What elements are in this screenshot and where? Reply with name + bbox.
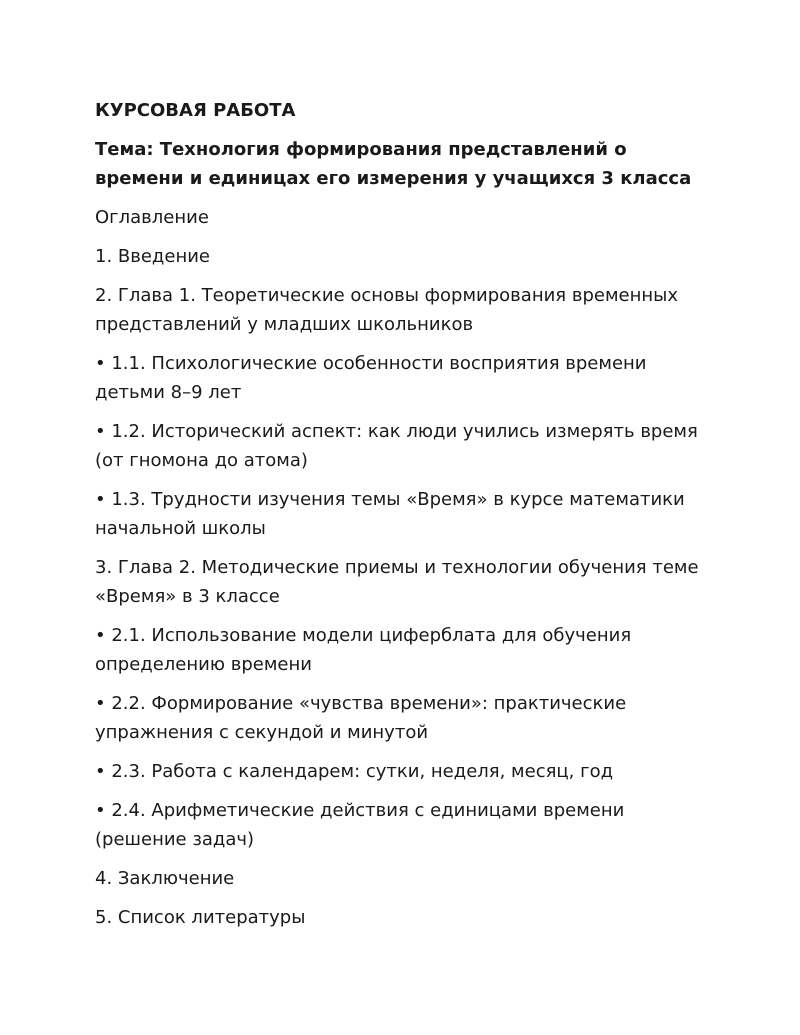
toc-item-2-2: • 2.2. Формирование «чувства времени»: практические упражнения с секундой и минутой (95, 693, 627, 743)
toc-item-2-3: • 2.3. Работа с календарем: сутки, неделя, месяц, год (95, 761, 614, 782)
toc-item-1-2: • 1.2. Исторический аспект: как люди учились измерять время (от гномона до атома) (95, 421, 698, 471)
toc-item-references: 5. Список литературы (95, 907, 306, 928)
toc-item-1-3: • 1.3. Трудности изучения темы «Время» в курсе математики начальной школы (95, 489, 685, 539)
toc-item-conclusion: 4. Заключение (95, 868, 235, 889)
document-topic: Тема: Технология формирования представлений о времени и единицах его измерения у учащихся 3 класса (95, 139, 692, 189)
toc-heading: Оглавление (95, 207, 209, 228)
toc-item-2-4: • 2.4. Арифметические действия с единицами времени (решение задач) (95, 800, 625, 850)
toc-item-1-1: • 1.1. Психологические особенности восприятия времени детьми 8–9 лет (95, 353, 647, 403)
table-of-contents (95, 242, 700, 932)
document-type-heading: КУРСОВАЯ РАБОТА (95, 100, 296, 121)
toc-item-2-1: • 2.1. Использование модели циферблата для обучения определению времени (95, 625, 632, 675)
toc-item-introduction: 1. Введение (95, 246, 210, 267)
toc-item-chapter-2: 3. Глава 2. Методические приемы и технологии обучения теме «Время» в 3 классе (95, 557, 699, 607)
toc-item-chapter-1: 2. Глава 1. Теоретические основы формирования временных представлений у младших школьников (95, 285, 678, 335)
